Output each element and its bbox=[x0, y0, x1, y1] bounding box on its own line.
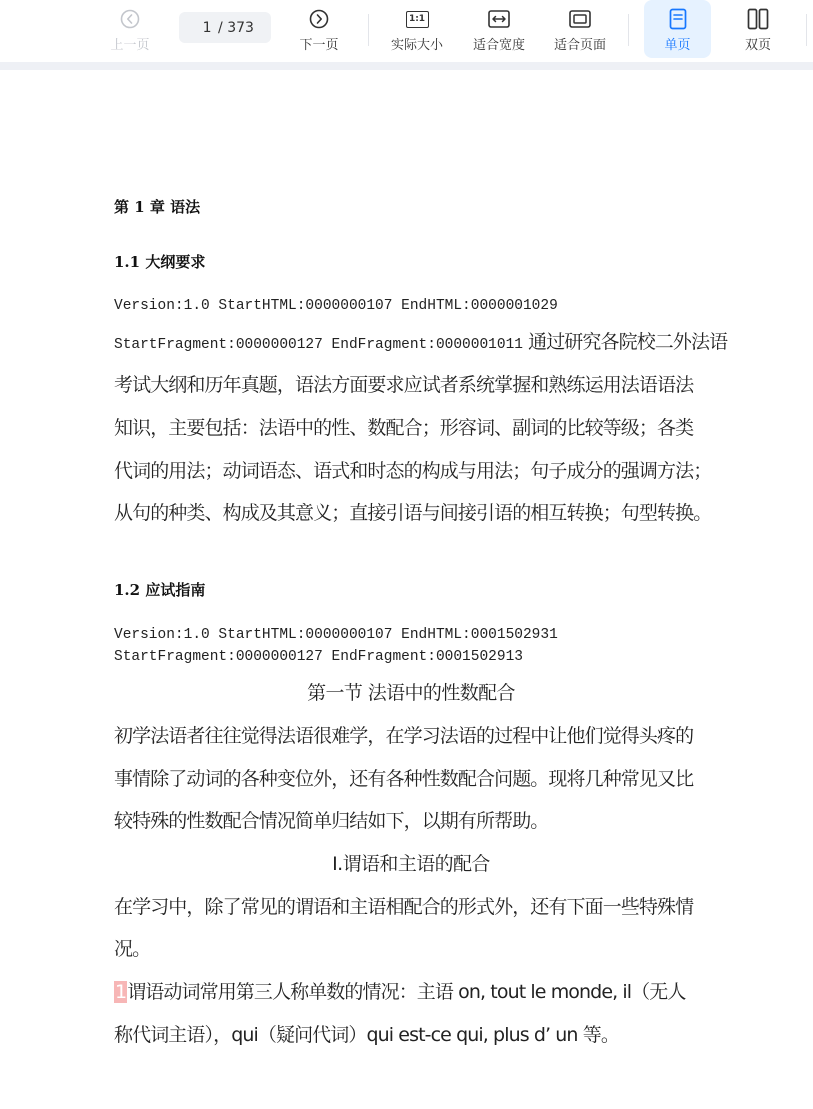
next-page-label: 下一页 bbox=[299, 38, 339, 53]
list-item-line bbox=[114, 977, 685, 1004]
paragraph-line: 较特殊的性数配合情况简单归结如下，以期有所帮助。 bbox=[114, 810, 549, 832]
double-page-button[interactable] bbox=[728, 0, 788, 58]
paragraph-line: 知识，主要包括：法语中的性、数配合；形容词、副词的比较等级；各类 bbox=[114, 417, 694, 439]
prev-page-button[interactable] bbox=[104, 0, 156, 58]
toolbar-divider bbox=[368, 14, 369, 46]
metadata-line: Version:1.0 StartHTML:0000000107 EndHTML:0000001029 bbox=[114, 298, 558, 314]
prev-page-label: 上一页 bbox=[110, 38, 150, 53]
single-page-icon bbox=[669, 8, 687, 30]
paragraph-line: 考试大纲和历年真题，语法方面要求应试者系统掌握和熟练运用法语语法 bbox=[114, 374, 694, 396]
list-item-line: 称代词主语），qui（疑问代词）qui est-ce qui, plus d’ un 等。 bbox=[114, 1024, 619, 1046]
highlighted-number: 1 bbox=[115, 981, 127, 1003]
toolbar-shadow bbox=[0, 62, 813, 70]
single-page-button[interactable] bbox=[644, 0, 711, 58]
actual-size-label: 实际大小 bbox=[390, 38, 443, 53]
fit-page-label: 适合页面 bbox=[553, 38, 606, 53]
paragraph-line: 在学习中，除了常见的谓语和主语相配合的形式外，还有下面一些特殊情 bbox=[114, 896, 694, 918]
toolbar-divider bbox=[628, 14, 629, 46]
fit-width-button[interactable] bbox=[466, 0, 532, 58]
fit-page-button[interactable] bbox=[548, 0, 612, 58]
page-number-input[interactable] bbox=[196, 20, 218, 36]
actual-size-icon: 1:1 bbox=[406, 8, 429, 30]
fit-width-icon bbox=[488, 8, 510, 30]
paragraph-line: 初学法语者往往觉得法语很难学，在学习法语的过程中让他们觉得头疼的 bbox=[114, 725, 694, 747]
paragraph-line: 况。 bbox=[114, 938, 151, 960]
next-page-button[interactable] bbox=[293, 0, 345, 58]
chevron-right-circle-icon bbox=[309, 8, 329, 30]
section-title: 1.2 应试指南 bbox=[114, 581, 206, 599]
page-indicator bbox=[179, 12, 271, 43]
part-title: Ⅰ.谓语和主语的配合 bbox=[332, 853, 490, 875]
metadata-line: StartFragment:0000000127 EndFragment:0000001011 bbox=[114, 337, 523, 353]
subsection-title: 第一节 法语中的性数配合 bbox=[307, 682, 515, 704]
total-pages: / 373 bbox=[218, 19, 254, 36]
chapter-title: 第 1 章 语法 bbox=[114, 198, 201, 216]
paragraph-line: 事情除了动词的各种变位外，还有各种性数配合问题。现将几种常见又比 bbox=[114, 768, 694, 790]
paragraph-text: 通过研究各院校二外法语 bbox=[522, 331, 728, 353]
fit-width-label: 适合宽度 bbox=[472, 38, 525, 53]
double-page-label: 双页 bbox=[744, 38, 771, 53]
chevron-left-circle-icon bbox=[120, 8, 140, 30]
metadata-line: StartFragment:0000000127 EndFragment:0001502913 bbox=[114, 649, 523, 665]
list-item-text: 谓语动词常用第三人称单数的情况：主语 on, tout le monde, il（无人 bbox=[127, 981, 686, 1003]
toolbar-divider bbox=[806, 14, 807, 46]
actual-size-button[interactable] bbox=[384, 0, 450, 58]
section-title: 1.1 大纲要求 bbox=[114, 253, 206, 271]
toolbar bbox=[0, 0, 813, 62]
paragraph-line: 代词的用法；动词语态、语式和时态的构成与用法；句子成分的强调方法； bbox=[114, 460, 712, 482]
single-page-label: 单页 bbox=[664, 38, 691, 53]
text-line bbox=[114, 327, 727, 354]
paragraph-line: 从句的种类、构成及其意义；直接引语与间接引语的相互转换；句型转换。 bbox=[114, 502, 712, 524]
metadata-line: Version:1.0 StartHTML:0000000107 EndHTML:0001502931 bbox=[114, 627, 558, 643]
fit-page-icon bbox=[569, 8, 591, 30]
double-page-icon bbox=[747, 8, 769, 30]
